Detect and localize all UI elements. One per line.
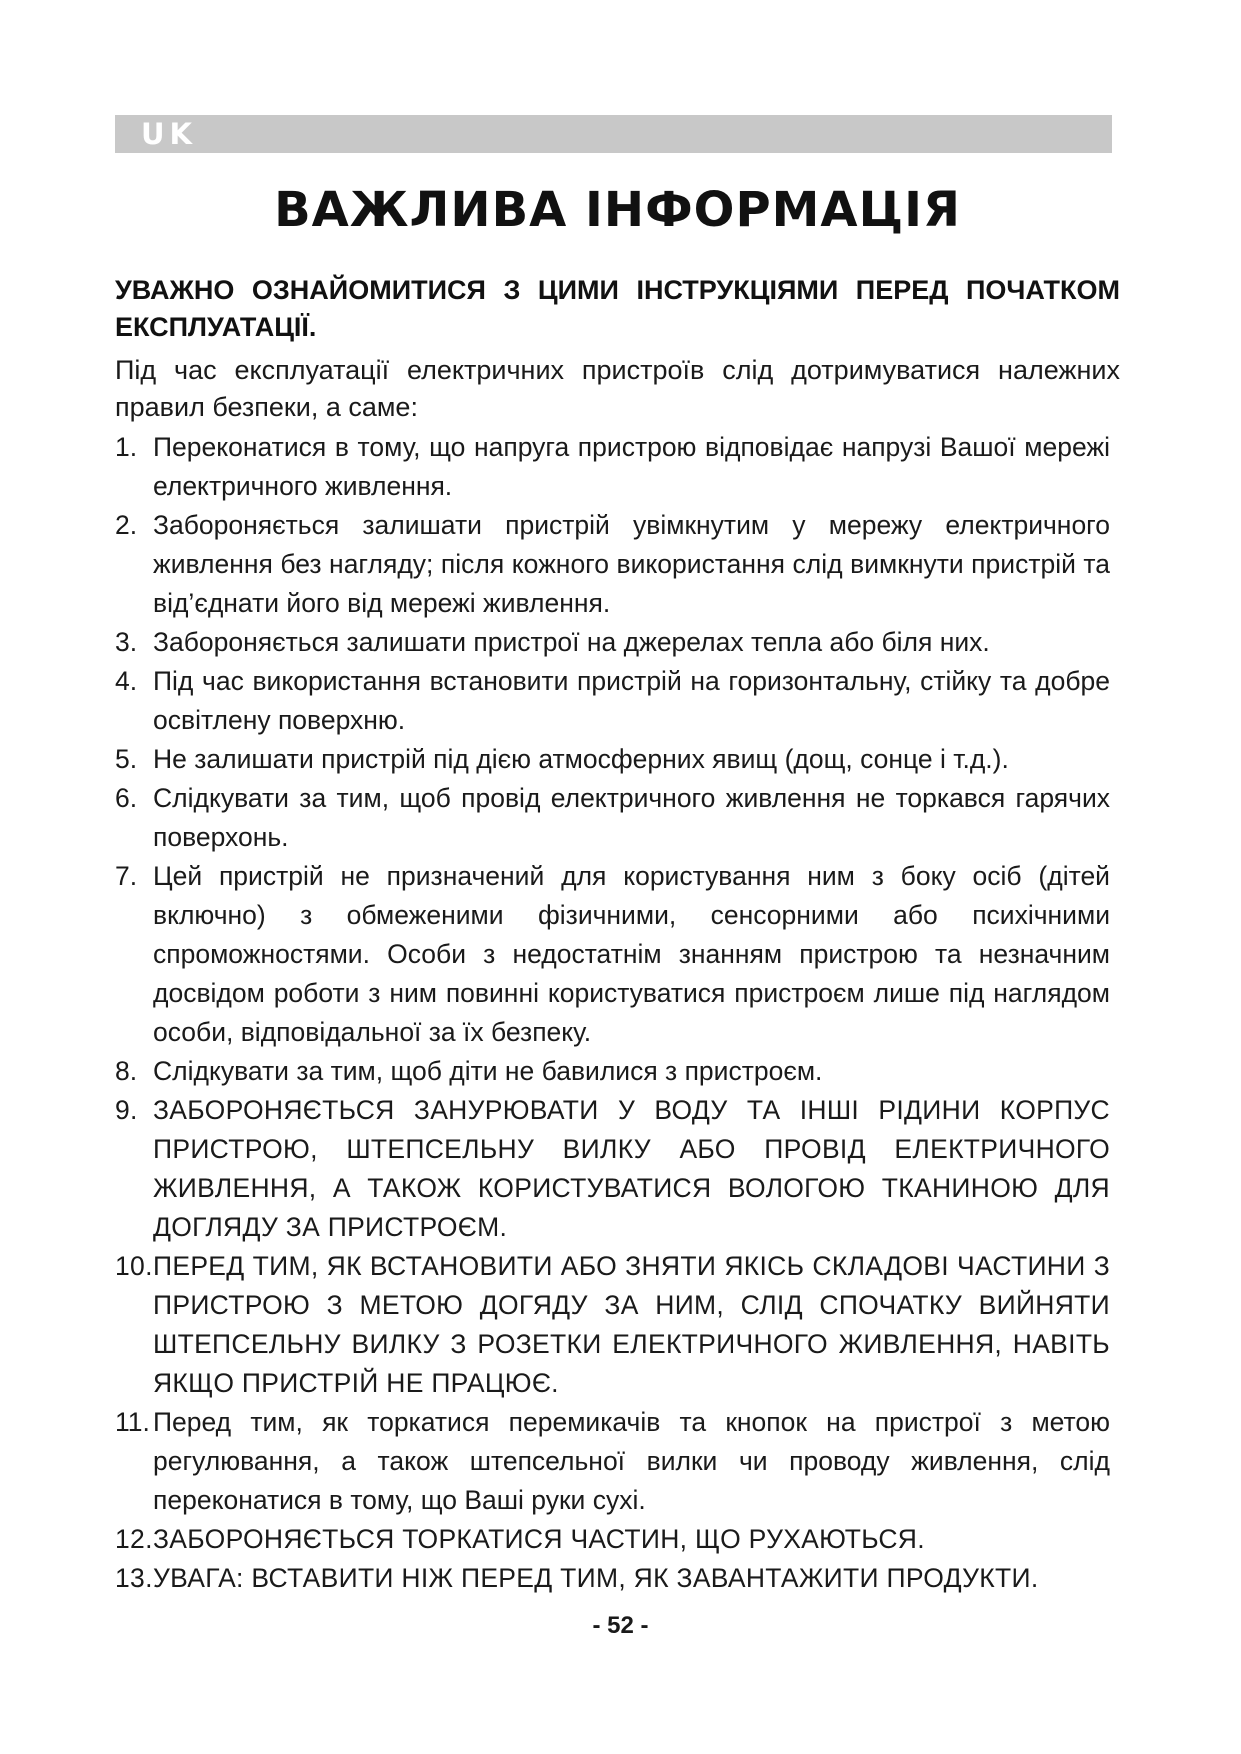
list-item	[115, 1091, 1120, 1247]
list-item-text: УВАГА: ВСТАВИТИ НІЖ ПЕРЕД ТИМ, ЯК ЗАВАНТАЖИТИ ПРОДУКТИ.	[153, 1563, 1039, 1593]
list-item-text: Слідкувати за тим, щоб діти не бавилися з пристроєм.	[153, 1056, 823, 1086]
list-item-text: Слідкувати за тим, щоб провід електричного живлення не торкався гарячих поверхонь.	[153, 783, 1110, 852]
list-item	[115, 1247, 1120, 1403]
list-item	[115, 1052, 1120, 1091]
list-item-text: Забороняється залишати пристрої на джерелах тепла або біля них.	[153, 627, 990, 657]
instructions-subheading: УВАЖНО ОЗНАЙОМИТИСЯ З ЦИМИ ІНСТРУКЦІЯМИ ПЕРЕД ПОЧАТКОМ ЕКСПЛУАТАЦІЇ.	[115, 275, 1120, 342]
list-item-number: 11.	[115, 1407, 150, 1437]
list-item-text: Під час використання встановити пристрій на горизонтальну, стійку та добре освітлену поверхню.	[153, 666, 1110, 735]
list-item-text: Переконатися в тому, що напруга пристрою відповідає напрузі Вашої мережі електричного живлення.	[153, 432, 1110, 501]
list-item	[115, 662, 1120, 740]
list-item-text: Не залишати пристрій під дією атмосферних явищ (дощ, сонце і т.д.).	[153, 744, 1009, 774]
list-item	[115, 1403, 1120, 1520]
language-code: UK	[141, 117, 198, 151]
list-item-text: ЗАБОРОНЯЄТЬСЯ ЗАНУРЮВАТИ У ВОДУ ТА ІНШІ РІДИНИ КОРПУС ПРИСТРОЮ, ШТЕПСЕЛЬНУ ВИЛКУ АБО ПРОВІД ЕЛЕКТРИЧНОГО ЖИВЛЕННЯ, А ТАКОЖ КОРИСТУВАТИСЯ ВОЛОГОЮ ТКАНИНОЮ ДЛЯ ДОГЛЯДУ ЗА ПРИСТРОЄМ.	[153, 1095, 1110, 1242]
list-item	[115, 857, 1120, 1052]
list-item-number: 3.	[115, 627, 138, 657]
list-item	[115, 506, 1120, 623]
list-item-number: 4.	[115, 666, 138, 696]
list-item-number: 6.	[115, 783, 138, 813]
list-item	[115, 1520, 1120, 1559]
list-item-text: Цей пристрій не призначений для користування ним з боку осіб (дітей включно) з обмеженими фізичними, сенсорними або психічними спроможностями. Особи з недостатнім знанням пристрою та незначним досвідом роботи з ним повинні користуватися пристроєм лише під наглядом особи, відповідальної за їх безпеку.	[153, 861, 1110, 1047]
main-content	[115, 272, 1120, 1598]
list-item-number: 7.	[115, 861, 138, 891]
list-item-number: 10.	[115, 1251, 153, 1281]
list-item-text: Забороняється залишати пристрій увімкнутим у мережу електричного живлення без нагляду; після кожного використання слід вимкнути пристрій та від’єднати його від мережі живлення.	[153, 510, 1110, 618]
list-item	[115, 623, 1120, 662]
list-item-number: 13.	[115, 1563, 153, 1593]
intro-paragraph: Під час експлуатації електричних пристроїв слід дотримуватися належних правил безпеки, а саме:	[115, 355, 1120, 422]
list-item-number: 5.	[115, 744, 138, 774]
list-item-number: 12.	[115, 1524, 153, 1554]
page-title: ВАЖЛИВА ІНФОРМАЦІЯ	[274, 182, 961, 238]
list-item-number: 8.	[115, 1056, 138, 1086]
list-item	[115, 740, 1120, 779]
page-number: - 52 -	[592, 1612, 649, 1639]
list-item-text: ПЕРЕД ТИМ, ЯК ВСТАНОВИТИ АБО ЗНЯТИ ЯКІСЬ СКЛАДОВІ ЧАСТИНИ З ПРИСТРОЮ З МЕТОЮ ДОГЯДУ ЗА НИМ, СЛІД СПОЧАТКУ ВИЙНЯТИ ШТЕПСЕЛЬНУ ВИЛКУ З РОЗЕТКИ ЕЛЕКТРИЧНОГО ЖИВЛЕННЯ, НАВІТЬ ЯКЩО ПРИСТРІЙ НЕ ПРАЦЮЄ.	[153, 1251, 1110, 1398]
list-item-text: ЗАБОРОНЯЄТЬСЯ ТОРКАТИСЯ ЧАСТИН, ЩО РУХАЮТЬСЯ.	[153, 1524, 925, 1554]
list-item	[115, 779, 1120, 857]
list-item-number: 2.	[115, 510, 138, 540]
list-item	[115, 428, 1120, 506]
list-item-number: 1.	[115, 432, 138, 462]
list-item-number: 9.	[115, 1095, 138, 1125]
language-bar	[115, 115, 1112, 153]
list-item-text: Перед тим, як торкатися перемикачів та кнопок на пристрої з метою регулювання, а також штепсельної вилки чи проводу живлення, слід переконатися в тому, що Ваші руки сухі.	[153, 1407, 1110, 1515]
list-item	[115, 1559, 1120, 1598]
